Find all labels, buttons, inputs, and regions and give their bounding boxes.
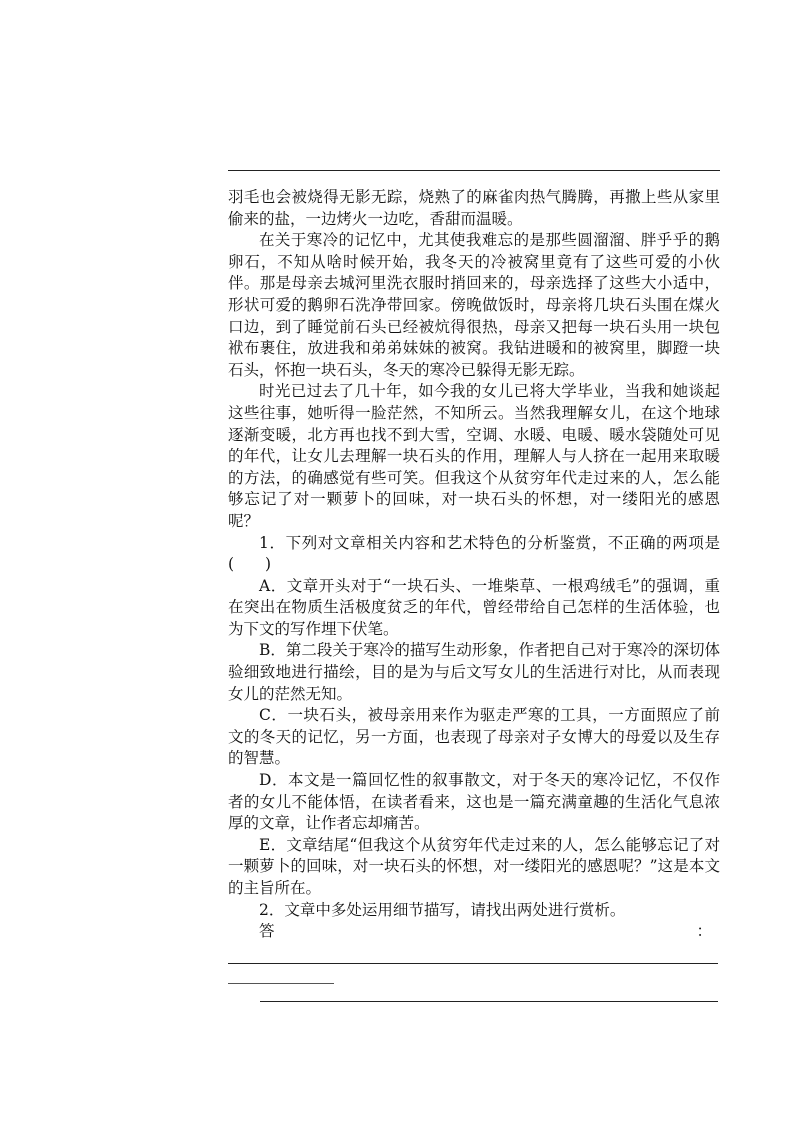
document-body <box>228 187 720 947</box>
passage-paragraph-3: 时光已过去了几十年，如今我的女儿已将大学毕业，当我和她谈起这些往事，她听得一脸茫然，不知所云。当然我理解女儿，在这个地球逐渐变暖，北方再也找不到大雪，空调、水暖、电暖、暖水袋随处可见的年代，让女儿去理解一块石头的作用，理解人与人挤在一起用来取暖的方法，的确感觉有些可笑。但我这个从贫穷年代走过来的人，怎么能够忘记了对一颗萝卜的回味，对一块石头的怀想，对一缕阳光的感恩呢？ <box>228 382 720 530</box>
passage-paragraph-1: 羽毛也会被烧得无影无踪，烧熟了的麻雀肉热气腾腾，再撒上些从家里偷来的盐，一边烤火一边吃，香甜而温暖。 <box>228 188 720 228</box>
question-1-option-b: B．第二段关于寒冷的描写生动形象，作者把自己对于寒冷的深切体验细致地进行描绘，目的是为与后文写女儿的生活进行对比，从而表现女儿的茫然无知。 <box>228 641 720 703</box>
answer-label: 答 <box>259 922 275 941</box>
header-rule <box>228 170 720 171</box>
question-1-option-a: A．文章开头对于“一块石头、一堆柴草、一根鸡绒毛”的强调，重在突出在物质生活极度贫乏的年代，曾经带给自己怎样的生活体验，也为下文的写作埋下伏笔。 <box>228 576 720 638</box>
answer-line-1[interactable] <box>228 963 718 964</box>
question-1-option-c: C．一块石头，被母亲用来作为驱走严寒的工具，一方面照应了前文的冬天的记忆，另一方面，也表现了母亲对子女博大的母爱以及生存的智慧。 <box>228 706 720 768</box>
question-1-option-d: D．本文是一篇回忆性的叙事散文，对于冬天的寒冷记忆，不仅作者的女儿不能体悟，在读者看来，这也是一篇充满童趣的生活化气息浓厚的文章，让作者忘却痛苦。 <box>228 771 720 833</box>
answer-line-2[interactable] <box>260 1001 718 1002</box>
question-1-stem: 1．下列对文章相关内容和艺术特色的分析鉴赏，不正确的两项是( ) <box>228 533 720 574</box>
passage-paragraph-2: 在关于寒冷的记忆中，尤其使我难忘的是那些圆溜溜、胖乎乎的鹅卵石，不知从啥时候开始，我冬天的冷被窝里竟有了这些可爱的小伙伴。那是母亲去城河里洗衣服时捎回来的，母亲选择了这些大小适中，形状可爱的鹅卵石洗净带回家。傍晚做饭时，母亲将几块石头围在煤火口边，到了睡觉前石头已经被炕得很热，母亲又把每一块石头用一块包袱布裹住，放进我和弟弟妹妹的被窝。我钻进暖和的被窝里，脚蹬一块石头，怀抱一块石头，冬天的寒冷已躲得无影无踪。 <box>228 231 720 379</box>
answer-colon: ： <box>696 922 712 941</box>
question-1-option-e: E．文章结尾“但我这个从贫穷年代走过来的人，怎么能够忘记了对一颗萝卜的回味，对一块石头的怀想，对一缕阳光的感恩呢？”这是本文的主旨所在。 <box>228 835 720 897</box>
answer-line-short[interactable] <box>228 983 334 984</box>
answer-row <box>228 921 720 947</box>
question-2-stem: 2．文章中多处运用细节描写，请找出两处进行赏析。 <box>259 900 626 919</box>
